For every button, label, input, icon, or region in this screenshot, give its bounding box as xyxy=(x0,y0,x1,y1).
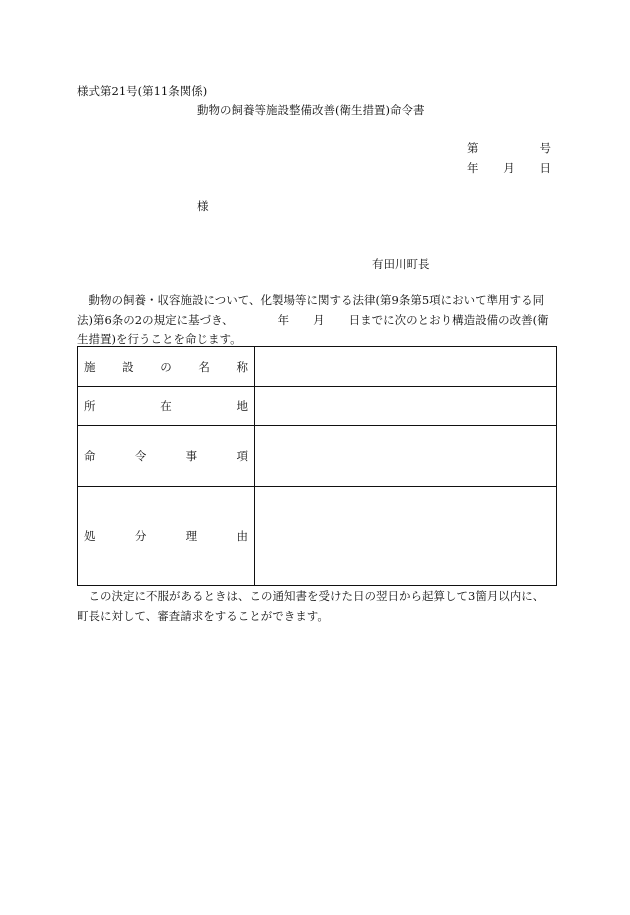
date-month: 月 xyxy=(503,161,515,175)
form-number: 様式第21号(第11条関係) xyxy=(77,84,208,98)
date-day: 日 xyxy=(539,161,551,175)
date-year: 年 xyxy=(467,161,479,175)
location-label: 所 在 地 xyxy=(78,387,255,426)
appeal-notice: この決定に不服があるときは、この通知書を受けた日の翌日から起算して3箇月以内に、町長に対して、審査請求をすることができます。 xyxy=(77,589,545,623)
order-deadline-month: 月 xyxy=(313,312,325,327)
table-row xyxy=(78,347,557,387)
order-items-value[interactable] xyxy=(255,426,557,487)
order-deadline-year: 年 xyxy=(277,312,290,327)
addressee-honorific: 様 xyxy=(197,199,209,213)
location-value[interactable] xyxy=(255,387,557,426)
order-text-part2: 日までに次のとおり構造設備の改善(衛生措置)を行うことを命じます。 xyxy=(77,312,549,346)
order-paragraph xyxy=(77,291,555,350)
number-suffix: 号 xyxy=(539,141,551,155)
table-row xyxy=(78,387,557,426)
issuer-name: 有田川町長 xyxy=(372,257,430,271)
order-details-table xyxy=(77,346,557,586)
document-date-line xyxy=(467,160,551,176)
number-prefix: 第 xyxy=(467,141,479,155)
order-items-label: 命 令 事 項 xyxy=(78,426,255,487)
facility-name-value[interactable] xyxy=(255,347,557,387)
table-row xyxy=(78,426,557,487)
facility-name-label: 施 設 の 名 称 xyxy=(78,347,255,387)
order-text-part1: 動物の飼養・収容施設について、化製場等に関する法律(第9条第5項において準用する同法)第6条の2の規定に基づき、 xyxy=(77,293,545,327)
disposition-reason-value[interactable] xyxy=(255,487,557,586)
document-number-line xyxy=(467,140,551,156)
table-row xyxy=(78,487,557,586)
disposition-reason-label: 処 分 理 由 xyxy=(78,487,255,586)
document-title: 動物の飼養等施設整備改善(衛生措置)命令書 xyxy=(197,103,425,117)
